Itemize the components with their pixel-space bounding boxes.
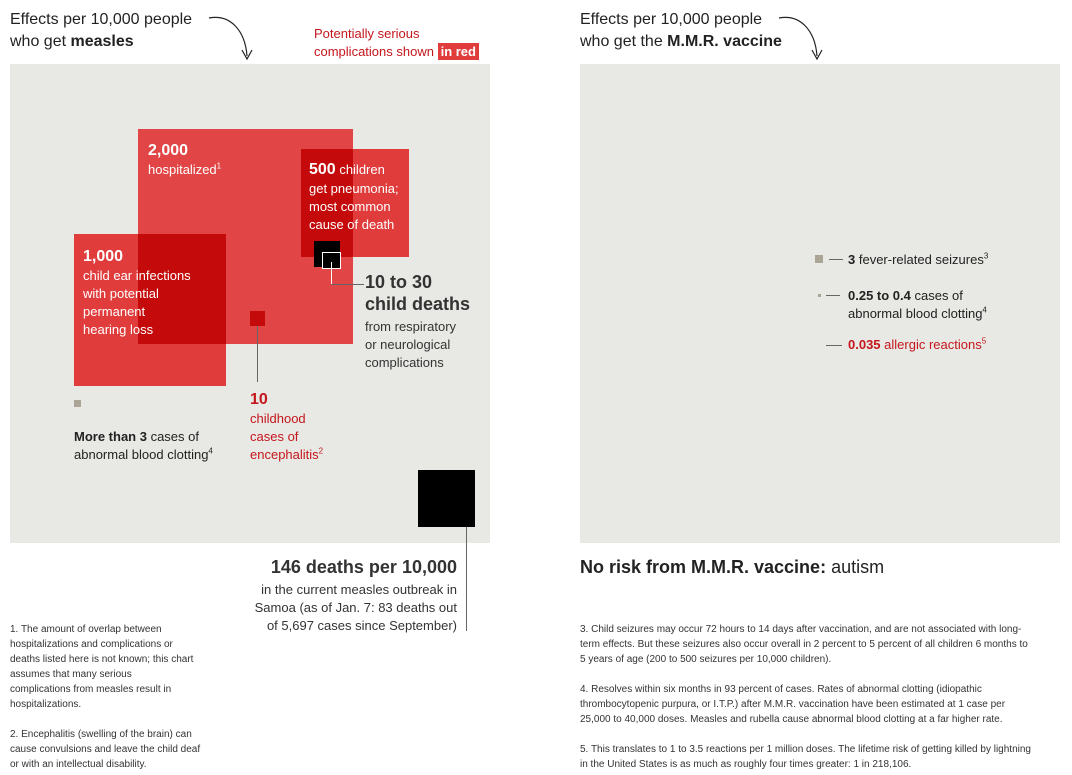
legend-line1: Potentially serious bbox=[314, 26, 420, 41]
vaccine-clotting-l1 bbox=[848, 287, 1048, 305]
hospitalized-label bbox=[148, 141, 288, 179]
allergy-text: allergic reactions bbox=[880, 337, 982, 352]
vaccine-clotting-leader bbox=[826, 295, 840, 296]
pneumonia-label bbox=[309, 160, 409, 234]
no-risk-bold: No risk from M.M.R. vaccine: bbox=[580, 557, 827, 577]
hospitalized-footnote: 1 bbox=[216, 161, 222, 171]
pneumonia-l2: get pneumonia; bbox=[309, 181, 399, 196]
footnote-3: 3. Child seizures may occur 72 hours to 14 days after vaccination, and are not associated with long-term effects. But these seizures also occur overall in 2 percent to 5 percent of all children 6 months to 5 years of age (200 to 500 seizures per 10,000 children). bbox=[580, 624, 1028, 665]
vaccine-clotting-l2-text: abnormal blood clotting bbox=[848, 306, 983, 321]
vaccine-title-line1: Effects per 10,000 people bbox=[580, 11, 763, 28]
child-deaths-value: 10 to 30 bbox=[365, 272, 433, 292]
allergy-leader bbox=[826, 345, 842, 346]
seizure-label bbox=[848, 251, 1048, 269]
pneumonia-l3: most common bbox=[309, 199, 391, 214]
measles-clotting-l1 bbox=[74, 428, 244, 446]
samoa-title: 146 deaths per 10,000 bbox=[270, 557, 457, 577]
pneumonia-line1 bbox=[309, 160, 409, 180]
legend-tag: in red bbox=[438, 43, 479, 60]
encephalitis-leader bbox=[257, 326, 258, 382]
measles-title-pre: who get bbox=[10, 33, 71, 50]
samoa-l3: of 5,697 cases since September) bbox=[266, 618, 457, 633]
ear-l1: child ear infections bbox=[83, 268, 191, 283]
measles-clotting-label bbox=[74, 428, 244, 464]
death-leader-v bbox=[331, 262, 332, 284]
allergy-label bbox=[848, 336, 1048, 354]
encephalitis-square bbox=[250, 311, 265, 326]
samoa-l1: in the current measles outbreak in bbox=[261, 582, 457, 597]
samoa-l2: Samoa (as of Jan. 7: 83 deaths out bbox=[254, 600, 457, 615]
legend-line2-text: complications shown bbox=[314, 44, 434, 59]
vaccine-clotting-dot bbox=[818, 294, 821, 297]
encephalitis-l2: cases of bbox=[250, 429, 299, 444]
hospitalized-value: 2,000 bbox=[148, 142, 189, 159]
encephalitis-l3 bbox=[250, 446, 360, 464]
measles-title-bold: measles bbox=[70, 33, 134, 50]
vaccine-title-pre: who get the bbox=[580, 33, 668, 50]
footnote-4: 4. Resolves within six months in 93 percent of cases. Rates of abnormal clotting (idiopathic thrombocytopenic purpura, or I.T.P.) after M.M.R. vaccination have been estimated at 1 case per 25,000 to 40,000 doses. Measles and rubella cause abnormal blood clotting at a far higher rate. bbox=[580, 684, 1006, 725]
serious-legend bbox=[314, 25, 494, 61]
encephalitis-label bbox=[250, 390, 360, 464]
vaccine-clotting-value: 0.25 to 0.4 bbox=[848, 288, 911, 303]
measles-clotting-l1-text: cases of bbox=[146, 429, 199, 444]
vaccine-clotting-l2 bbox=[848, 305, 1048, 323]
ear-l2: with potential bbox=[83, 286, 159, 301]
vaccine-title-bold: M.M.R. vaccine bbox=[667, 33, 782, 50]
footnote-2: 2. Encephalitis (swelling of the brain) can cause convulsions and leave the child deaf or with an intellectual disability. bbox=[10, 729, 201, 770]
seizure-text: fever-related seizures bbox=[855, 252, 984, 267]
ear-l4: hearing loss bbox=[83, 322, 154, 337]
child-deaths-l3: complications bbox=[365, 355, 444, 370]
seizure-value: 3 bbox=[848, 252, 856, 267]
encephalitis-footnote: 2 bbox=[318, 446, 324, 456]
hospitalized-text bbox=[148, 161, 288, 179]
ear-value: 1,000 bbox=[83, 248, 124, 265]
child-deaths-l1: from respiratory bbox=[365, 319, 457, 334]
no-risk-text: autism bbox=[826, 557, 885, 577]
measles-clotting-l2 bbox=[74, 446, 244, 464]
encephalitis-l3-text: encephalitis bbox=[250, 447, 319, 462]
death-leader-h bbox=[331, 284, 364, 285]
measles-title-arrow bbox=[205, 12, 260, 67]
ear-l3: permanent bbox=[83, 304, 146, 319]
vaccine-clotting-l1-text: cases of bbox=[910, 288, 963, 303]
encephalitis-l1: childhood bbox=[250, 411, 306, 426]
vaccine-clotting-label bbox=[848, 287, 1048, 323]
vaccine-clotting-footnote: 4 bbox=[982, 305, 987, 315]
clotting-square-measles bbox=[74, 400, 81, 407]
samoa-label bbox=[240, 556, 457, 635]
child-deaths-label bbox=[365, 272, 490, 372]
pneumonia-l4: cause of death bbox=[309, 217, 395, 232]
measles-clotting-l2-text: abnormal blood clotting bbox=[74, 447, 209, 462]
child-deaths-l2: or neurological bbox=[365, 337, 451, 352]
hospitalized-label-text: hospitalized bbox=[148, 162, 217, 177]
allergy-value: 0.035 bbox=[848, 337, 881, 352]
measles-clotting-value: More than 3 bbox=[74, 429, 147, 444]
no-risk-statement bbox=[580, 556, 1060, 578]
child-deaths-title: child deaths bbox=[365, 294, 471, 314]
encephalitis-value: 10 bbox=[250, 391, 268, 408]
footnote-5: 5. This translates to 1 to 3.5 reactions per 1 million doses. The lifetime risk of getting killed by lightning in the United States is as much as roughly four times greater: 1 in 218,106. bbox=[580, 744, 1031, 770]
seizure-square bbox=[815, 255, 823, 263]
seizure-footnote: 3 bbox=[983, 251, 989, 261]
ear-infection-label bbox=[83, 247, 223, 339]
pneumonia-value: 500 bbox=[309, 161, 336, 178]
allergy-footnote: 5 bbox=[981, 336, 987, 346]
vaccine-title-arrow bbox=[775, 12, 830, 67]
footnote-1: 1. The amount of overlap between hospitalizations and complications or deaths listed here is not known; this chart assumes that many serious complications from measles result in hospitalizations. bbox=[10, 624, 194, 710]
seizure-leader bbox=[829, 259, 843, 260]
legend-line2 bbox=[314, 43, 494, 61]
measles-title-line1: Effects per 10,000 people bbox=[10, 11, 193, 28]
samoa-leader bbox=[466, 527, 467, 631]
samoa-deaths-square bbox=[418, 470, 475, 527]
measles-clotting-footnote: 4 bbox=[208, 446, 213, 456]
pneumonia-l1: children bbox=[335, 162, 385, 177]
